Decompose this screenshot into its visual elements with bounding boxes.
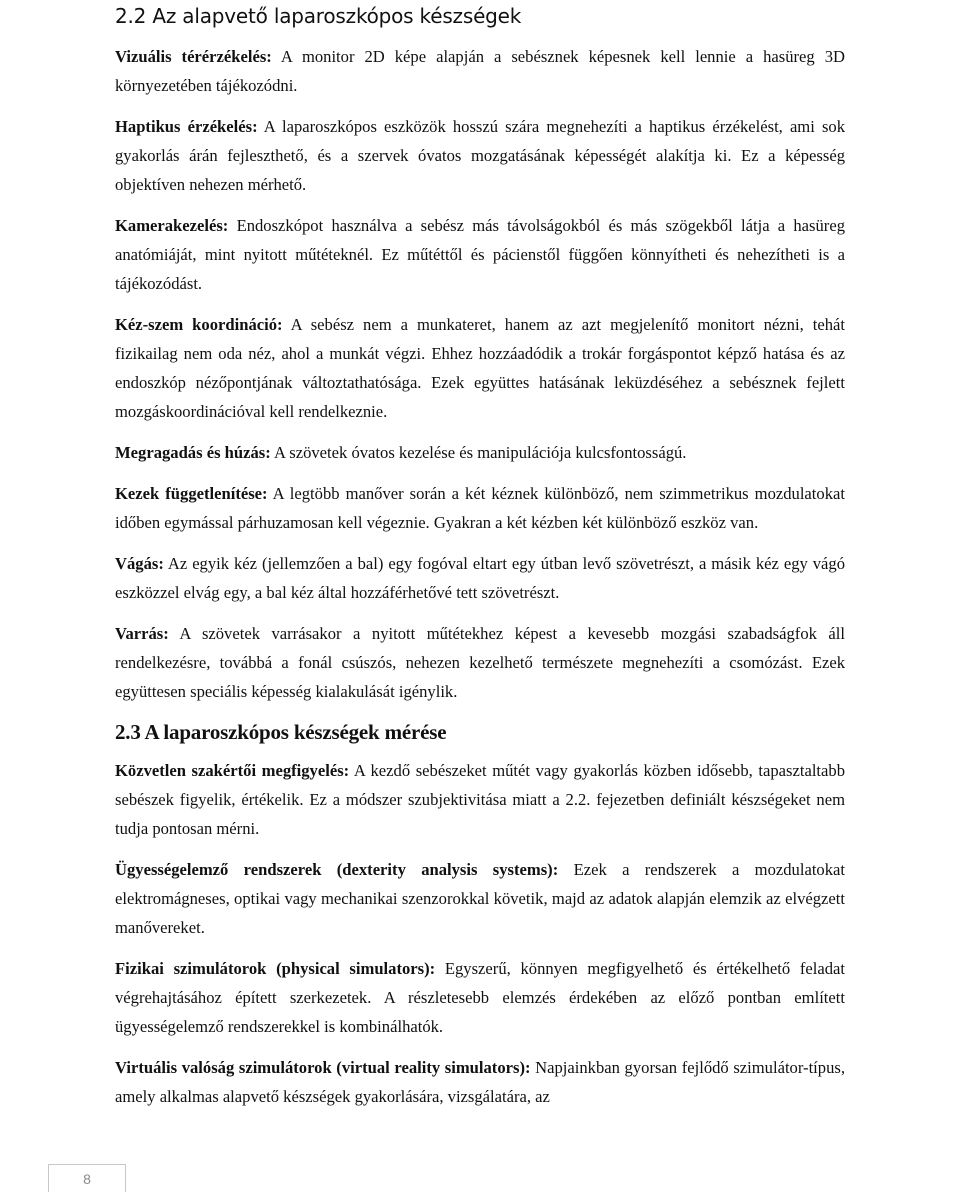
paragraph-text: Napjainkban gyorsan fejlődő szimulátor-típus, amely alkalmas alapvető készségek gyakorlására, vizsgálatára, az	[115, 1058, 845, 1106]
paragraph-text: Az egyik kéz (jellemzően a bal) egy fogóval eltart egy útban levő szövetrészt, a másik kéz egy vágó eszközzel elvág egy, a bal kéz által hozzáférhetővé tett szövetrészt.	[115, 554, 845, 602]
term-label: Vizuális térérzékelés:	[115, 47, 272, 66]
paragraph-hands	[115, 479, 845, 537]
paragraph-text: Egyszerű, könnyen megfigyelhető és értékelhető feladat végrehajtásához épített szerkezetek. A részletesebb elemzés érdekében az előző pontban említett ügyességelemző rendszerekkel is kombinálhatók.	[115, 959, 845, 1036]
paragraph-text: A monitor 2D képe alapján a sebésznek képesnek kell lennie a hasüreg 3D környezetében tájékozódni.	[115, 47, 845, 95]
paragraph-dexterity	[115, 855, 845, 942]
term-label: Varrás:	[115, 624, 169, 643]
paragraph-text: A szövetek varrásakor a nyitott műtétekhez képest a kevesebb mozgási szabadságfok áll rendelkezésre, továbbá a fonál csúszós, nehezen kezelhető természete megnehezíti a csomózást. Ezek együttesen speciális képesség kialakulását igénylik.	[115, 624, 845, 701]
term-label: Haptikus érzékelés:	[115, 117, 258, 136]
term-label: Megragadás és húzás:	[115, 443, 271, 462]
paragraph-suturing	[115, 619, 845, 706]
paragraph-text: A legtöbb manőver során a két kéznek különböző, nem szimmetrikus mozdulatokat időben egymással párhuzamosan kell végeznie. Gyakran a két kézben két különböző eszköz van.	[115, 484, 845, 532]
term-label: Közvetlen szakértői megfigyelés:	[115, 761, 350, 780]
term-label: Kezek függetlenítése:	[115, 484, 268, 503]
document-page	[115, 0, 845, 1123]
section-heading-2-3: 2.3 A laparoszkópos készségek mérése	[115, 720, 447, 744]
paragraph-visual	[115, 42, 845, 100]
paragraph-expert	[115, 756, 845, 843]
page-number-box	[48, 1164, 126, 1192]
term-label: Vágás:	[115, 554, 164, 573]
term-label: Kéz-szem koordináció:	[115, 315, 283, 334]
paragraph-haptic	[115, 112, 845, 199]
term-label: Fizikai szimulátorok (physical simulators):	[115, 959, 436, 978]
section-heading-2-2: 2.2 Az alapvető laparoszkópos készségek	[115, 4, 522, 28]
term-label: Virtuális valóság szimulátorok (virtual reality simulators):	[115, 1058, 531, 1077]
paragraph-virtual	[115, 1053, 845, 1111]
term-label: Ügyességelemző rendszerek (dexterity analysis systems):	[115, 860, 559, 879]
paragraph-text: A szövetek óvatos kezelése és manipulációja kulcsfontosságú.	[270, 443, 687, 462]
paragraph-hand-eye	[115, 310, 845, 426]
paragraph-grasp	[115, 438, 845, 467]
paragraph-text: Endoszkópot használva a sebész más távolságokból és más szögekből látja a hasüreg anatómiáját, mint nyitott műtéteknél. Ez műtéttől és pácienstől függően könnyítheti és nehezítheti is a tájékozódást.	[115, 216, 845, 293]
paragraph-camera	[115, 211, 845, 298]
paragraph-physical	[115, 954, 845, 1041]
page-number: 8	[83, 1171, 91, 1187]
paragraph-text: A kezdő sebészeket műtét vagy gyakorlás közben idősebb, tapasztaltabb sebészek figyelik, értékelik. Ez a módszer szubjektivitása miatt a 2.2. fejezetben definiált készségeket nem tudja pontosan mérni.	[115, 761, 845, 838]
paragraph-text: A sebész nem a munkateret, hanem az azt megjelenítő monitort nézni, tehát fizikailag nem oda néz, ahol a munkát végzi. Ehhez hozzáadódik a trokár forgáspontot képző hatása és az endoszkóp nézőpontjának változtathatósága. Ezek együttes hatásának leküzdéséhez a sebésznek fejlett mozgáskoordinációval kell rendelkeznie.	[115, 315, 845, 421]
term-label: Kamerakezelés:	[115, 216, 229, 235]
paragraph-cutting	[115, 549, 845, 607]
paragraph-text: A laparoszkópos eszközök hosszú szára megnehezíti a haptikus érzékelést, ami sok gyakorlás árán fejleszthető, és a szervek óvatos mozgatásának képességét alakítja ki. Ez a képesség objektíven nehezen mérhető.	[115, 117, 845, 194]
paragraph-text: Ezek a rendszerek a mozdulatokat elektromágneses, optikai vagy mechanikai szenzorokkal követik, majd az adatok alapján elemzik az elvégzett manővereket.	[115, 860, 845, 937]
